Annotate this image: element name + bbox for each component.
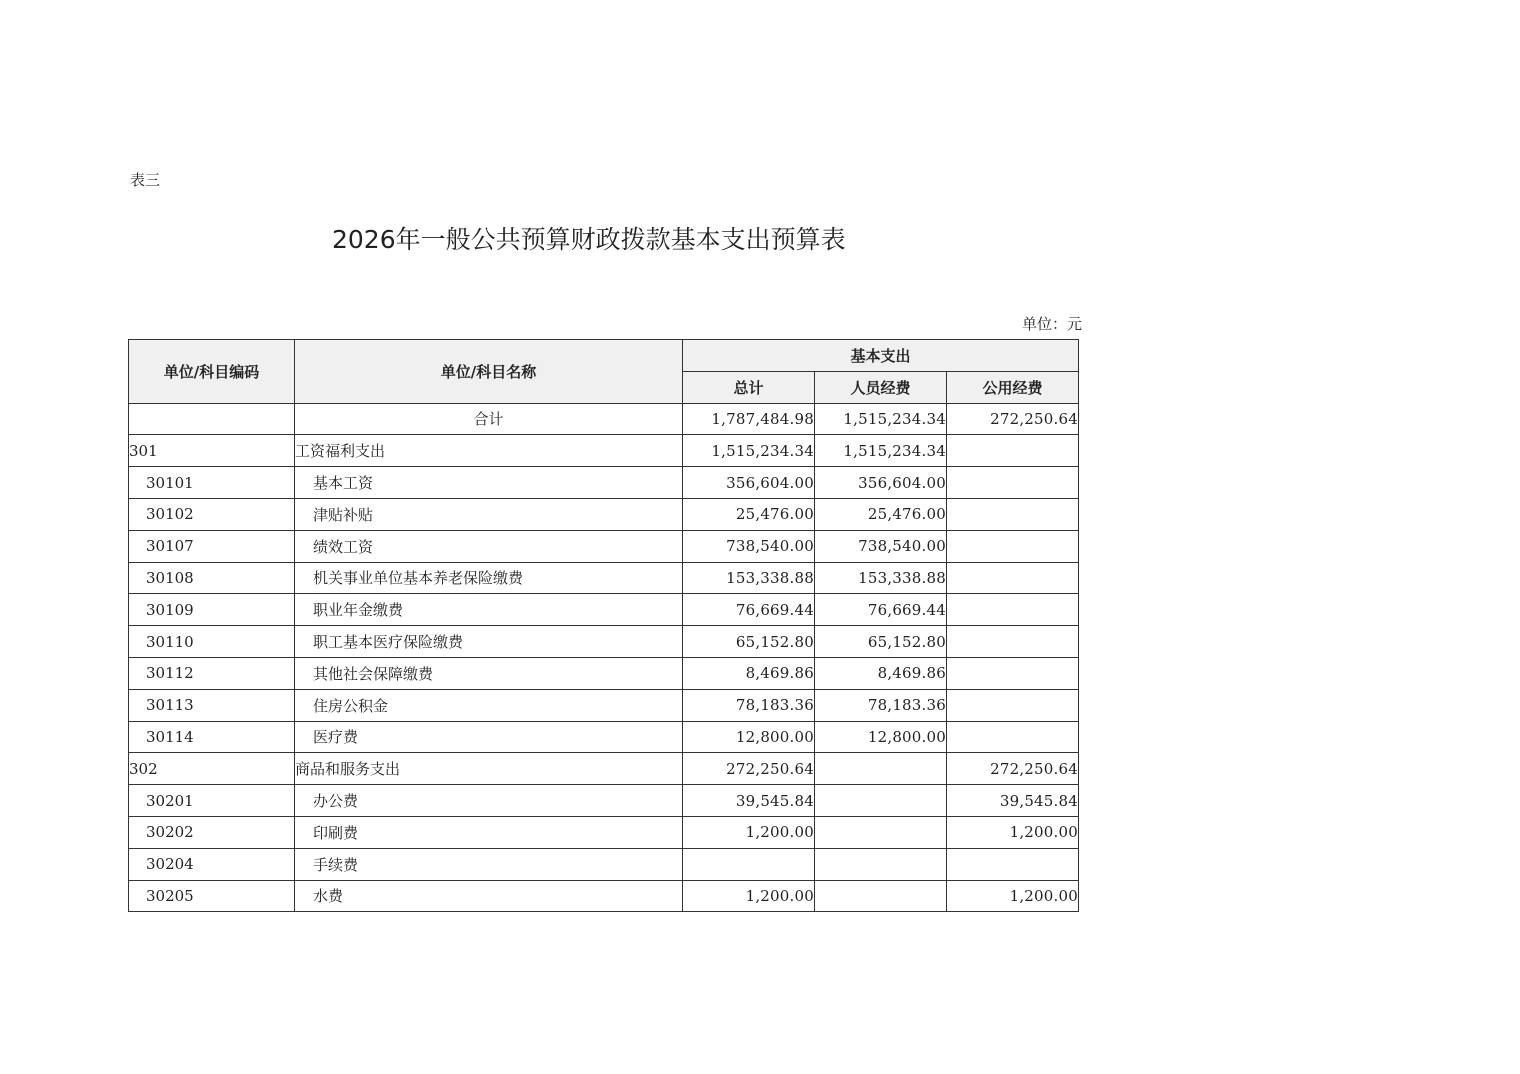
row-name: 医疗费: [295, 721, 683, 753]
row-total: 1,515,234.34: [683, 435, 815, 467]
row-code: 30204: [129, 848, 295, 880]
page-title: 2026年一般公共预算财政拨款基本支出预算表: [332, 225, 846, 254]
row-total: 1,200.00: [683, 816, 815, 848]
row-personnel: [815, 785, 947, 817]
table-body: [129, 403, 1079, 912]
table-row: [129, 816, 1079, 848]
row-public: [947, 657, 1079, 689]
row-name: 水费: [295, 880, 683, 912]
header-public: 公用经费: [947, 371, 1079, 403]
table-number: 表三: [130, 171, 161, 189]
row-public: [947, 594, 1079, 626]
header-code: 单位/科目编码: [129, 340, 295, 404]
row-personnel: 76,669.44: [815, 594, 947, 626]
row-code: 30205: [129, 880, 295, 912]
row-name: 办公费: [295, 785, 683, 817]
table-row: [129, 626, 1079, 658]
row-public: [947, 626, 1079, 658]
row-code: 302: [129, 753, 295, 785]
table-row: [129, 435, 1079, 467]
row-personnel: [815, 816, 947, 848]
row-name: 商品和服务支出: [295, 753, 683, 785]
row-total: 12,800.00: [683, 721, 815, 753]
table-header: [129, 340, 1079, 404]
row-total: 153,338.88: [683, 562, 815, 594]
row-code: [129, 403, 295, 435]
row-total: 39,545.84: [683, 785, 815, 817]
row-personnel: [815, 753, 947, 785]
row-total: 76,669.44: [683, 594, 815, 626]
row-personnel: 25,476.00: [815, 498, 947, 530]
row-personnel: 153,338.88: [815, 562, 947, 594]
row-personnel: 1,515,234.34: [815, 435, 947, 467]
header-basic-expenditure: 基本支出: [683, 340, 1079, 372]
table-row: [129, 753, 1079, 785]
row-name: 职业年金缴费: [295, 594, 683, 626]
header-name: 单位/科目名称: [295, 340, 683, 404]
table-row: [129, 880, 1079, 912]
row-personnel: 12,800.00: [815, 721, 947, 753]
row-total: 356,604.00: [683, 467, 815, 499]
row-total: 738,540.00: [683, 530, 815, 562]
row-public: [947, 848, 1079, 880]
row-personnel: 65,152.80: [815, 626, 947, 658]
row-personnel: 78,183.36: [815, 689, 947, 721]
row-code: 30108: [129, 562, 295, 594]
table-row: [129, 562, 1079, 594]
table-row: [129, 689, 1079, 721]
row-code: 30110: [129, 626, 295, 658]
table-row: [129, 785, 1079, 817]
row-code: 30114: [129, 721, 295, 753]
row-name: 机关事业单位基本养老保险缴费: [295, 562, 683, 594]
row-name: 基本工资: [295, 467, 683, 499]
row-name: 手续费: [295, 848, 683, 880]
row-personnel: 356,604.00: [815, 467, 947, 499]
row-code: 30113: [129, 689, 295, 721]
row-public: 1,200.00: [947, 880, 1079, 912]
row-public: [947, 562, 1079, 594]
budget-table: [128, 339, 1079, 912]
row-name: 其他社会保障缴费: [295, 657, 683, 689]
row-total: 1,787,484.98: [683, 403, 815, 435]
row-code: 30102: [129, 498, 295, 530]
table-row: [129, 403, 1079, 435]
row-total: 78,183.36: [683, 689, 815, 721]
row-total: [683, 848, 815, 880]
table-row: [129, 498, 1079, 530]
table-row: [129, 467, 1079, 499]
row-personnel: 1,515,234.34: [815, 403, 947, 435]
header-personnel: 人员经费: [815, 371, 947, 403]
row-name: 绩效工资: [295, 530, 683, 562]
row-public: 272,250.64: [947, 403, 1079, 435]
row-public: [947, 498, 1079, 530]
row-total: 8,469.86: [683, 657, 815, 689]
row-code: 30107: [129, 530, 295, 562]
row-total: 1,200.00: [683, 880, 815, 912]
row-public: 272,250.64: [947, 753, 1079, 785]
row-total: 272,250.64: [683, 753, 815, 785]
row-code: 30202: [129, 816, 295, 848]
table-row: [129, 657, 1079, 689]
table-row: [129, 530, 1079, 562]
row-public: 39,545.84: [947, 785, 1079, 817]
row-code: 30109: [129, 594, 295, 626]
row-name: 工资福利支出: [295, 435, 683, 467]
unit-label: 单位：元: [1021, 315, 1082, 333]
row-public: [947, 467, 1079, 499]
row-total: 25,476.00: [683, 498, 815, 530]
row-name: 职工基本医疗保险缴费: [295, 626, 683, 658]
row-name: 印刷费: [295, 816, 683, 848]
row-personnel: 8,469.86: [815, 657, 947, 689]
row-name: 住房公积金: [295, 689, 683, 721]
header-total: 总计: [683, 371, 815, 403]
row-code: 301: [129, 435, 295, 467]
table-row: [129, 721, 1079, 753]
table-row: [129, 848, 1079, 880]
row-public: 1,200.00: [947, 816, 1079, 848]
table-row: [129, 594, 1079, 626]
row-public: [947, 721, 1079, 753]
row-code: 30112: [129, 657, 295, 689]
row-name: 合计: [295, 403, 683, 435]
row-total: 65,152.80: [683, 626, 815, 658]
row-public: [947, 689, 1079, 721]
row-personnel: [815, 880, 947, 912]
row-personnel: [815, 848, 947, 880]
row-code: 30101: [129, 467, 295, 499]
row-code: 30201: [129, 785, 295, 817]
row-public: [947, 435, 1079, 467]
row-public: [947, 530, 1079, 562]
row-personnel: 738,540.00: [815, 530, 947, 562]
row-name: 津贴补贴: [295, 498, 683, 530]
